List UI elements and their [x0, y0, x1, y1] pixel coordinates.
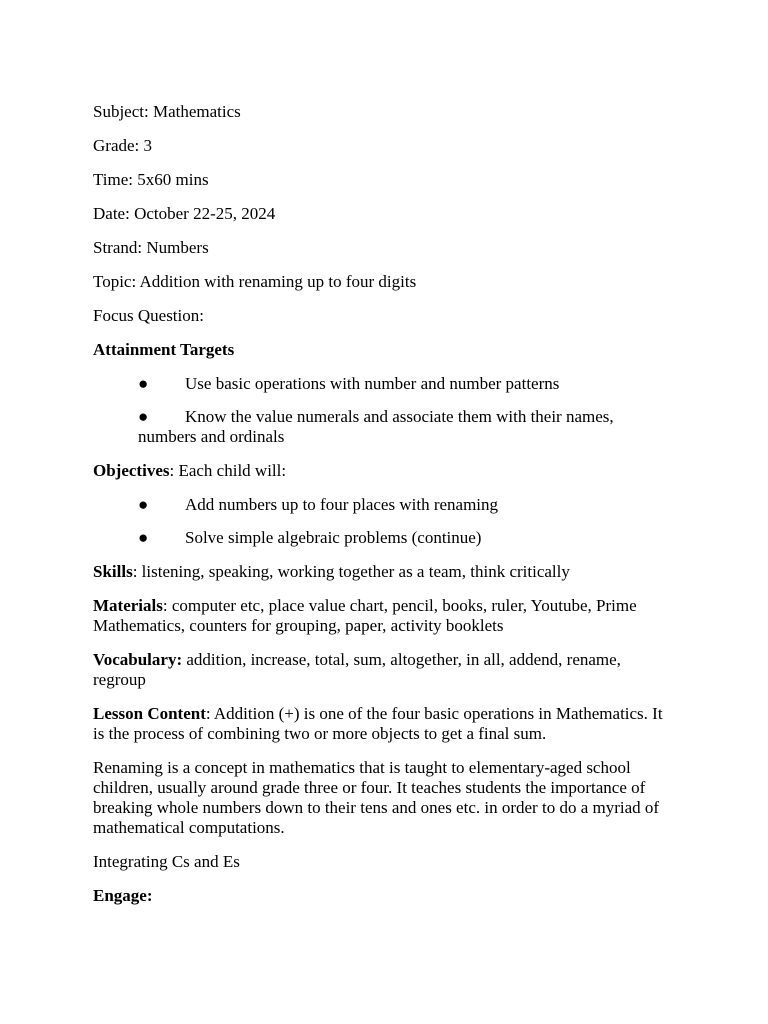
skills-text: : listening, speaking, working together as a team, think critically	[132, 562, 570, 581]
attainment-heading-text: Attainment Targets	[93, 340, 235, 359]
date-line: Date: October 22-25, 2024	[93, 204, 276, 223]
renaming-paragraph: Renaming is a concept in mathematics that is taught to elementary-aged school children, usually around grade three or four. It teaches students the importance of breaking whole numbers down to their tens and ones etc. in order to do a myriad of mathematical computations.	[93, 758, 660, 837]
engage-heading	[93, 886, 673, 906]
objectives-text: : Each child will:	[169, 461, 287, 480]
lesson-content-label: Lesson Content	[93, 704, 206, 723]
bullet-icon: ●	[138, 528, 149, 547]
strand-line: Strand: Numbers	[93, 238, 209, 257]
integrating-line: Integrating Cs and Es	[93, 852, 240, 871]
objectives-line	[93, 461, 673, 481]
bullet-icon: ●	[138, 374, 149, 393]
materials-text: : computer etc, place value chart, pencil, books, ruler, Youtube, Prime Mathematics, counters for grouping, paper, activity booklets	[93, 596, 637, 635]
materials-line	[93, 596, 673, 636]
lesson-plan	[93, 102, 673, 920]
engage-heading-text: Engage:	[93, 886, 153, 905]
vocabulary-label: Vocabulary:	[93, 650, 183, 669]
objectives-label: Objectives	[93, 461, 170, 480]
list-item-text: Know the value numerals and associate them with their names, numbers and ordinals	[138, 407, 614, 446]
list-item	[138, 528, 673, 548]
lesson-content-line	[93, 704, 673, 744]
materials-label: Materials	[93, 596, 163, 615]
bullet-icon: ●	[138, 495, 149, 514]
subject-line: Subject: Mathematics	[93, 102, 241, 121]
list-item-text: Use basic operations with number and number patterns	[185, 374, 560, 393]
attainment-heading	[93, 340, 673, 360]
time-line: Time: 5x60 mins	[93, 170, 209, 189]
vocabulary-text: addition, increase, total, sum, altogether, in all, addend, rename, regroup	[93, 650, 621, 689]
lesson-content-text: : Addition (+) is one of the four basic operations in Mathematics. It is the process of combining two or more objects to get a final sum.	[93, 704, 663, 743]
grade-line: Grade: 3	[93, 136, 153, 155]
list-item-text: Solve simple algebraic problems (continue)	[185, 528, 482, 547]
vocabulary-line	[93, 650, 673, 690]
list-item	[138, 407, 673, 447]
focus-question-line: Focus Question:	[93, 306, 204, 325]
topic-line: Topic: Addition with renaming up to four digits	[93, 272, 417, 291]
bullet-icon: ●	[138, 407, 149, 426]
list-item	[138, 495, 673, 515]
objectives-list	[93, 495, 673, 548]
skills-line	[93, 562, 673, 582]
skills-label: Skills	[93, 562, 133, 581]
attainment-list	[93, 374, 673, 447]
list-item	[138, 374, 673, 394]
list-item-text: Add numbers up to four places with renaming	[185, 495, 499, 514]
